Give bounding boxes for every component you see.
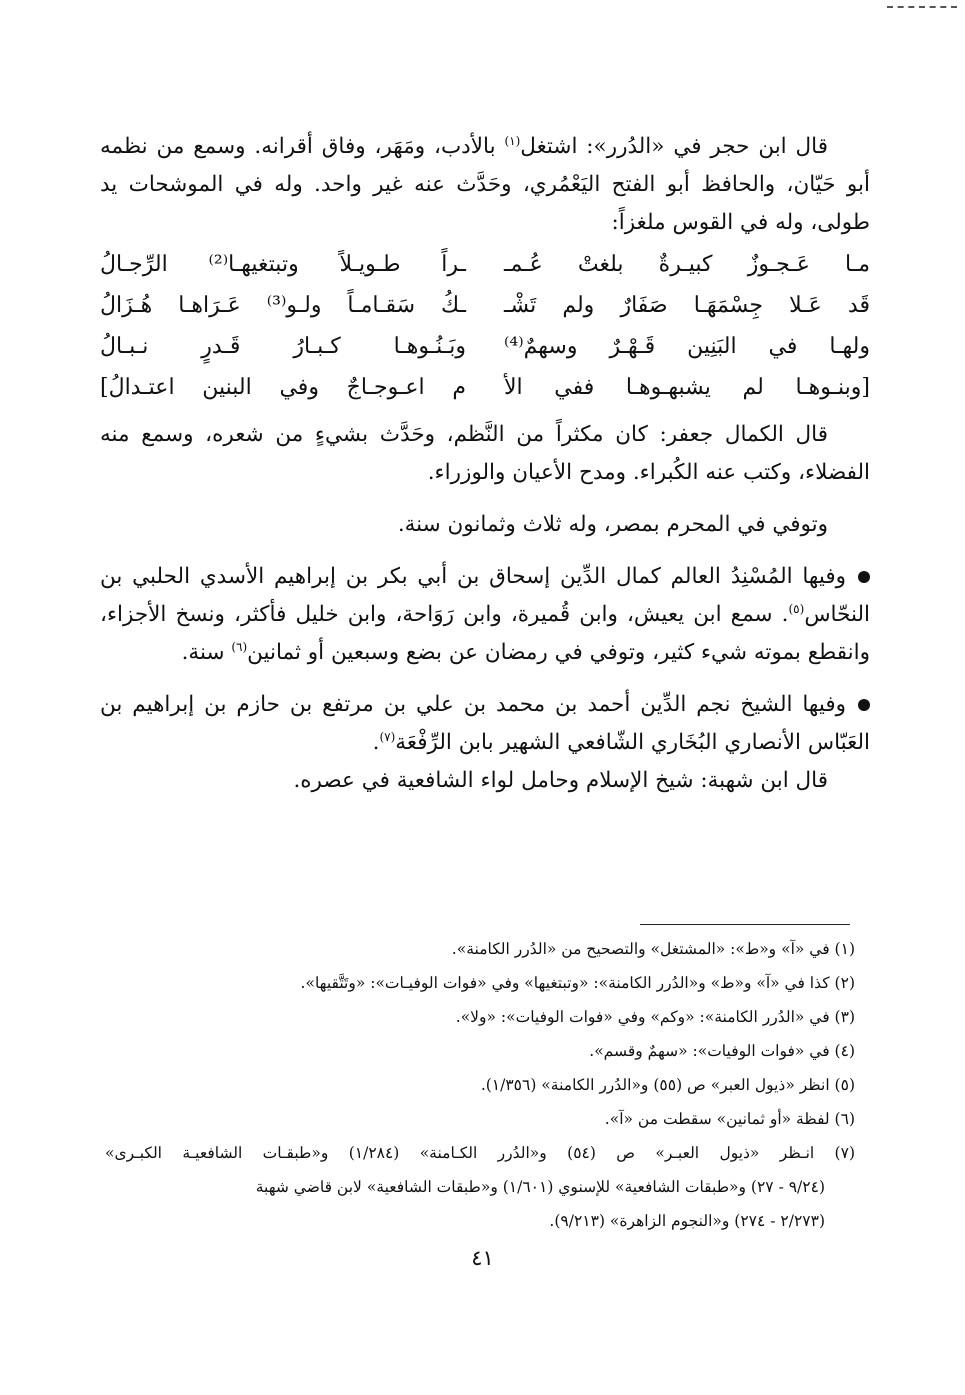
paragraph-death-note: وتوفي في المحرم بمصر، وله ثلاث وثمانون سنة. [397, 512, 828, 537]
footnote-7-continued-1: (٩/٢٤ - ٢٧) و«طبقات الشافعية» للإسنوي (١/٦٠١) و«طبقات الشافعية» لابن قاضي شهبة [255, 1178, 825, 1196]
footnote-ref-6: (٦) [231, 639, 248, 654]
poem-row-4-second: م اعـوجـاجٌ وفي البنين اعتـدالُ] [100, 375, 466, 400]
paragraph-ibn-nahhas [100, 558, 870, 672]
poem-row-2-first: قَد عَـلا جِسْمَهَـا صَفَارٌ ولم تَشْـ [504, 293, 870, 318]
footnotes [105, 932, 855, 1238]
para5-text-b: . [372, 730, 380, 755]
footnote-4: (٤) في «فوات الوفيات»: «سهمٌ وقسم». [589, 1042, 855, 1060]
poem-row-4-first: [وبنـوهـا لم يشبهـوهـا ففي الأ [504, 375, 870, 400]
footnote-ref-7: (٧) [379, 729, 396, 744]
para1-text-b: بالأدب، ومَهَر، وفاق أقرانه. وسمع من نظمه أبو حَيّان، والحافظ أبو الفتح اليَعْمُري، وحَدَّث عنه غير واحد. وله في الموشحات يد طولى، وله في القوس ملغزاً: [100, 134, 870, 235]
poem-row-1-first: مـا عَـجـوزٌ كبيـرةٌ بلغتْ عُـمـ [504, 252, 870, 277]
para1-text-a: قال ابن حجر في «الدُرر»: اشتغل [520, 134, 828, 159]
para4-text-c: سنة. [181, 640, 225, 665]
paragraph-ibn-hajar [100, 128, 870, 242]
footnote-divider [640, 924, 850, 925]
page-number: ٤١ [471, 1246, 494, 1270]
footnote-5: (٥) انظر «ذيول العبر» ص (٥٥) و«الدُرر الكامنة» (١/٣٥٦). [480, 1076, 855, 1094]
footnote-3: (٣) في «الدُرر الكامنة»: «وكم» وفي «فوات الوفيات»: «ولا». [455, 1008, 855, 1026]
paragraph-ibn-rifa [100, 686, 870, 762]
poem-row-3-first: ولهـا في البَنِين قَـهْـرٌ وسهمٌ⁽⁴⁾ [504, 334, 870, 359]
bullet-icon [858, 699, 870, 711]
para4-text-b: . سمع ابن يعيش، وابن قُميرة، وابن رَوَاحة، وابن خليل فأكثر، ونسخ الأجزاء، وانقطع بموته شيء كثير، وتوفي في رمضان عن بضع وسبعين أو ثمانين [100, 602, 870, 665]
footnote-ref-5: (٥) [788, 601, 805, 616]
poem-row-1-second: ـراً طـويـلاً وتبتغيهـا⁽²⁾ الرِّجـالُ [100, 252, 466, 277]
main-text [100, 128, 870, 800]
poem [100, 244, 870, 408]
para5-text-a: وفيها الشيخ نجم الدِّين أحمد بن محمد بن علي بن مرتفع بن حازم بن إبراهيم بن العَبّاس الأنصاري البُخَاري الشّافعي الشهير بابن الرِّفْعَة [100, 692, 870, 755]
footnote-2: (٢) كذا في «آ» و«ط» و«الدُرر الكامنة»: «وتبتغيها» وفي «فوات الوفيـات»: «وتَتَّقيها». [300, 974, 855, 992]
scan-edge-mark [887, 6, 957, 8]
footnote-6: (٦) لفظة «أو ثمانين» سقطت من «آ». [604, 1110, 855, 1128]
poem-row-3-second: وبَـنُـوهـا كـبـارُ قَـدرٍ نـبـالُ [100, 334, 466, 359]
footnote-ref-1: (١) [504, 133, 521, 148]
paragraph-ibn-shuhba: قال ابن شهبة: شيخ الإسلام وحامل لواء الشافعية في عصره. [293, 768, 828, 793]
footnote-1: (١) في «آ» و«ط»: «المشتغل» والتصحيح من «الدُرر الكامنة». [451, 940, 855, 958]
paragraph-kamal-jafar: قال الكمال جعفر: كان مكثراً من النَّظم، وحَدَّث بشيءٍ من شعره، وسمع منه الفضلاء، وكتب عنه الكُبراء. ومدح الأعيان والوزراء. [100, 422, 870, 485]
para4-text-a: وفيها المُسْنِدُ العالم كمال الدِّين إسحاق بن أبي بكر بن إبراهيم الأسدي الحلبي بن النحّاس [100, 564, 870, 627]
bullet-icon [858, 571, 870, 583]
footnote-7-continued-2: (٢/٢٧٣ - ٢٧٤) و«النجوم الزاهرة» (٩/٢١٣). [549, 1212, 825, 1230]
footnote-7: (٧) انـظر «ذيول العبـر» ص (٥٤) و«الدُرر الكـامنة» (١/٢٨٤) و«طبقـات الشافعيـة الكبـرى» [105, 1144, 855, 1162]
poem-row-2-second: ـكُ سَقـامـاً ولـو⁽³⁾ عَـرَاهـا هُـزَالُ [100, 293, 466, 318]
